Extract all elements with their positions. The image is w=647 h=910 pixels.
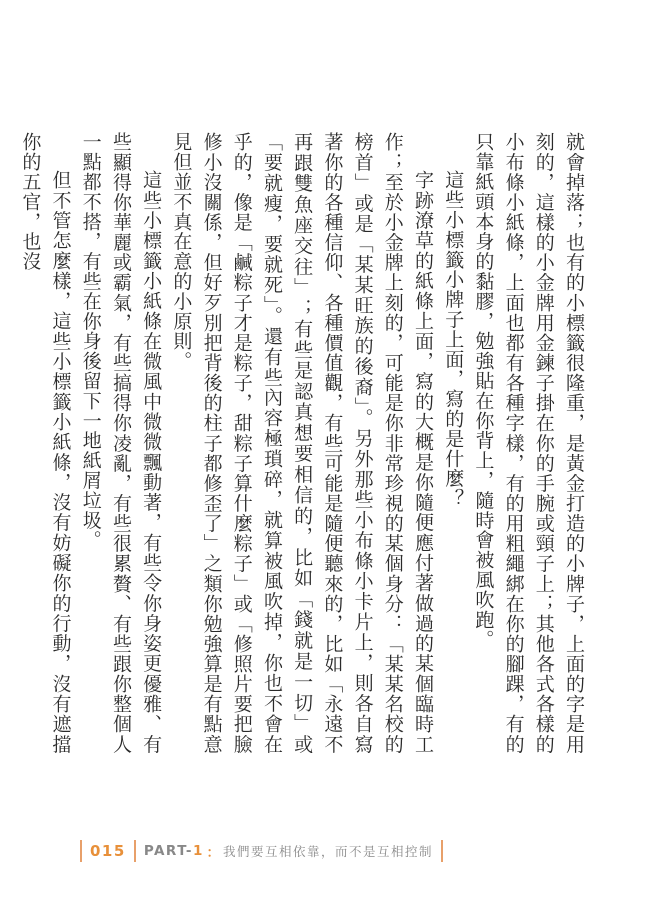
paragraph: 但不管怎麼樣，這些小標籤小紙條，沒有妨礙你的行動，沒有遮擋你的五官，也沒	[19, 132, 72, 754]
paragraph: 就會掉落；也有的小標籤很隆重，是黃金打造的小牌子，上面的字是用刻的，這樣的小金牌用金鍊子掛在你的手腕或頸子上；其他各式各樣的小布條小紙條，上面也都有各種字樣，有的用粗繩綁在你的腳踝，有的只靠紙頭本身的黏膠，勉強貼在你背上，隨時會被風吹跑。	[472, 132, 585, 754]
part-label: PART-	[143, 843, 194, 859]
page-footer	[80, 840, 443, 862]
paragraph: 這些小標籤小牌子上面，寫的是什麼？	[442, 170, 465, 509]
part-number: 1	[193, 843, 204, 859]
footer-divider	[441, 840, 443, 862]
body-text	[15, 132, 589, 754]
part-title: 我們要互相依靠，而不是互相控制	[222, 844, 433, 859]
paragraph: 這些小標籤小紙條在微風中微微飄動著，有些令你身姿更優雅、有些顯得你華麗或霸氣，有些搞得你凌亂，有些很累贅、有些跟你整個人一點都不搭，有些在你身後留下一地紙屑垃圾。	[79, 132, 163, 754]
paragraph: 字跡潦草的紙條上面，寫的大概是你隨便應付著做過的某個臨時工作；至於小金牌上刻的，可能是你非常珍視的某個身分：「某某名校的榜首」或是「某某旺族的後裔」。另外那些小布條小卡片上，則各自寫著你的各種信仰、各種價值觀，有些可能是隨便聽來的，比如「永遠不再跟雙魚座交往」；有些是認真想要相信的，比如「錢就是一切」或「要就瘦，要就死」。還有些內容極瑣碎，就算被風吹掉，你也不會在乎的，像是「鹹粽子才是粽子，甜粽子算什麼粽子」或「修照片要把臉修小沒關係，但好歹別把背後的柱子都修歪了」之類你勉強算是有點意見但並不真在意的小原則。	[170, 132, 434, 754]
page-number: 015	[90, 842, 126, 860]
part-separator: ：	[206, 845, 220, 861]
